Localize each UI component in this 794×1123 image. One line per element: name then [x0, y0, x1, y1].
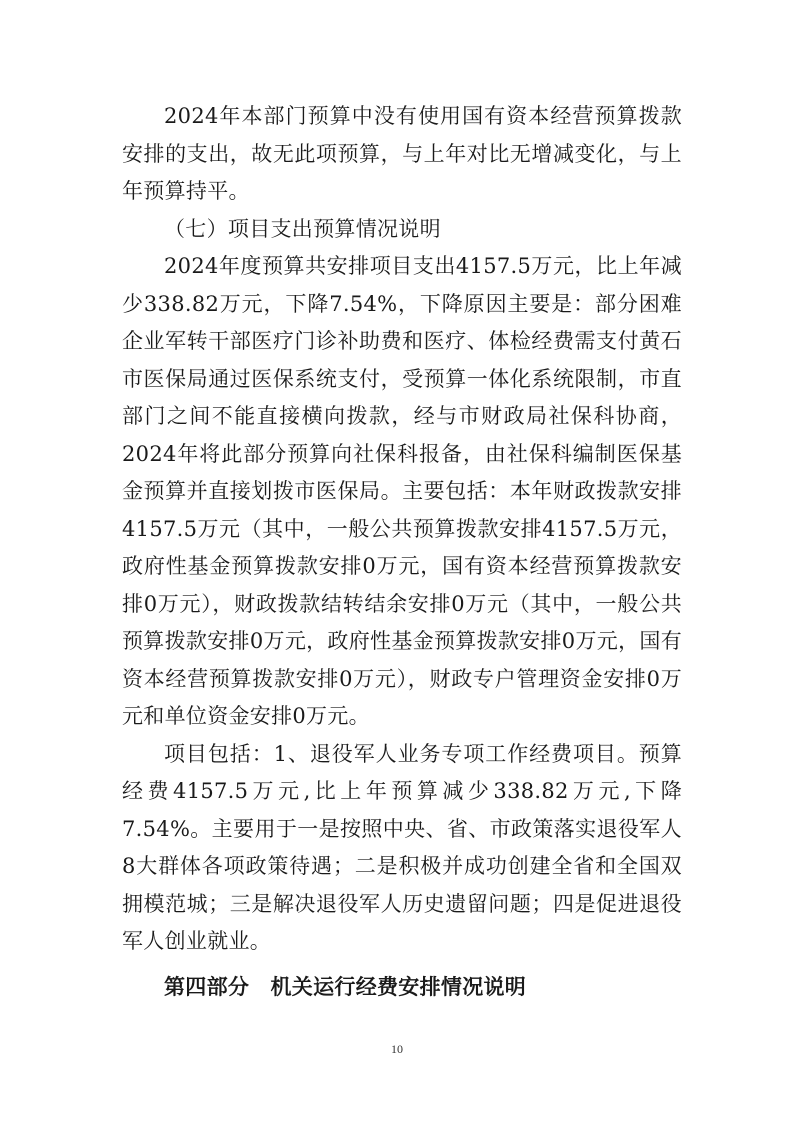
paragraph-state-capital-budget: 2024年本部门预算中没有使用国有资本经营预算拨款安排的支出，故无此项预算，与上年对比无增减变化，与上年预算持平。: [122, 104, 682, 203]
paragraph-project-expenditure-budget: 2024年度预算共安排项目支出4157.5万元，比上年减少338.82万元，下降7.54%，下降原因主要是：部分困难企业军转干部医疗门诊补助费和医疗、体检经费需支付黄石市医保局通过医保系统支付，受预算一体化系统限制，市直部门之间不能直接横向拨款，经与市财政局社保科协商，2024年将此部分预算向社保科报备，由社保科编制医保基金预算并直接划拨市医保局。主要包括：本年财政拨款安排4157.5万元（其中，一般公共预算拨款安排4157.5万元，政府性基金预算拨款安排0万元，国有资本经营预算拨款安排0万元），财政拨款结转结余安排0万元（其中，一般公共预算拨款安排0万元，政府性基金预算拨款安排0万元，国有资本经营预算拨款安排0万元），财政专户管理资金安排0万元和单位资金安排0万元。: [122, 254, 682, 728]
page-number: 10: [391, 1042, 403, 1056]
paragraph-project-list: 项目包括：1、退役军人业务专项工作经费项目。预算经费4157.5万元,比上年预算减少338.82万元,下降7.54%。主要用于一是按照中央、省、市政策落实退役军人8大群体各项政策待遇；二是积极并成功创建全省和全国双拥模范城；三是解决退役军人历史遗留问题；四是促进退役军人创业就业。: [122, 741, 682, 953]
part-heading-operating-expenses: 第四部分 机关运行经费安排情况说明: [164, 974, 527, 999]
document-page: [122, 98, 682, 1006]
section-heading-project-expenditure: （七）项目支出预算情况说明: [164, 216, 441, 241]
